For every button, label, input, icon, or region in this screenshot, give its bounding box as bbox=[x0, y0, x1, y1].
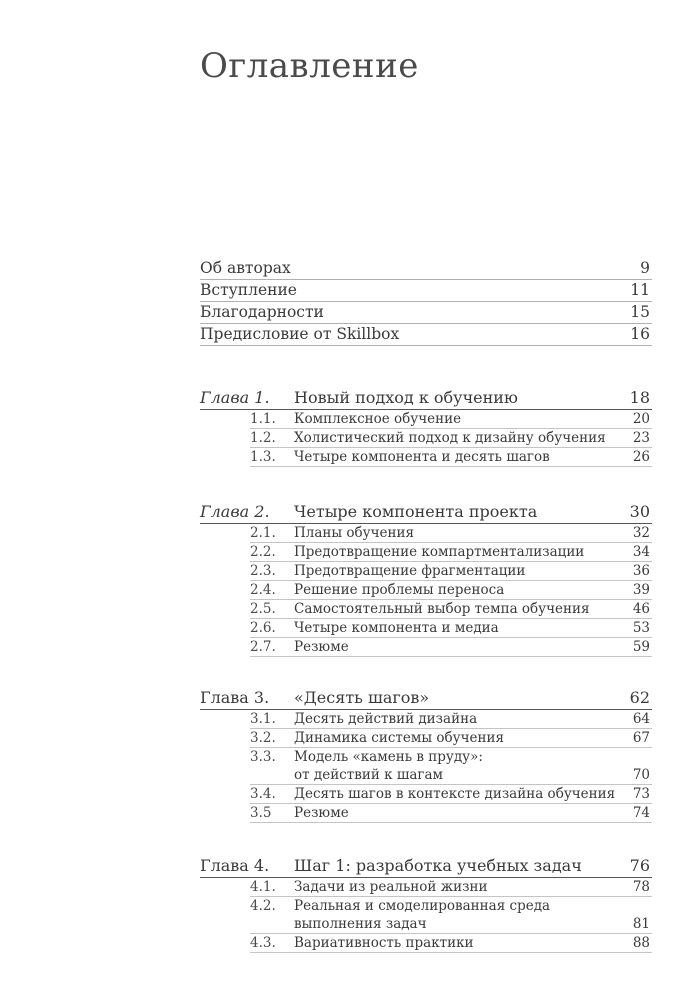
chapter-heading[interactable] bbox=[200, 500, 652, 524]
chapter-title: «Десять шагов» bbox=[294, 688, 430, 707]
chapter-page: 76 bbox=[629, 856, 650, 875]
chapter-4 bbox=[200, 854, 652, 953]
section-entry[interactable] bbox=[250, 748, 652, 785]
section-title: Динамика системы обучения bbox=[294, 730, 505, 746]
section-list bbox=[250, 524, 652, 657]
section-entry[interactable] bbox=[250, 543, 652, 562]
front-matter-list bbox=[200, 258, 652, 346]
section-number: 2.2. bbox=[250, 544, 276, 560]
section-page: 74 bbox=[632, 805, 650, 821]
chapter-heading[interactable] bbox=[200, 386, 652, 410]
section-entry[interactable] bbox=[250, 729, 652, 748]
section-entry[interactable] bbox=[250, 934, 652, 953]
section-entry[interactable] bbox=[250, 448, 652, 467]
toc-entry-page: 11 bbox=[630, 281, 650, 299]
chapter-page: 18 bbox=[629, 388, 650, 407]
section-entry[interactable] bbox=[250, 804, 652, 823]
section-page: 46 bbox=[632, 601, 650, 617]
section-page: 59 bbox=[632, 639, 650, 655]
section-number: 2.7. bbox=[250, 639, 276, 655]
section-title: Десять действий дизайна bbox=[294, 711, 478, 727]
section-title: Четыре компонента и десять шагов bbox=[294, 449, 550, 465]
section-number: 3.4. bbox=[250, 786, 276, 802]
section-page: 39 bbox=[632, 582, 650, 598]
section-number: 2.5. bbox=[250, 601, 276, 617]
chapter-heading[interactable] bbox=[200, 854, 652, 878]
section-number: 3.2. bbox=[250, 730, 276, 746]
section-list bbox=[250, 410, 652, 467]
section-title: Предотвращение фрагментации bbox=[294, 563, 526, 579]
toc-entry-page: 9 bbox=[640, 259, 650, 277]
toc-entry-foreword[interactable] bbox=[200, 324, 652, 346]
toc-entry-authors[interactable] bbox=[200, 258, 652, 280]
toc-entry-introduction[interactable] bbox=[200, 280, 652, 302]
chapter-3 bbox=[200, 686, 652, 823]
section-page: 70 bbox=[632, 767, 650, 783]
section-number: 1.1. bbox=[250, 411, 276, 427]
section-list bbox=[250, 710, 652, 823]
section-number: 3.3. bbox=[250, 749, 276, 765]
section-entry[interactable] bbox=[250, 524, 652, 543]
section-number: 3.5 bbox=[250, 805, 272, 821]
section-entry[interactable] bbox=[250, 897, 652, 934]
section-title-line-1: Реальная и смоделированная среда bbox=[294, 898, 551, 914]
section-page: 78 bbox=[632, 879, 650, 895]
section-title: Решение проблемы переноса bbox=[294, 582, 505, 598]
section-entry[interactable] bbox=[250, 581, 652, 600]
chapter-page: 62 bbox=[629, 688, 650, 707]
toc-entry-page: 16 bbox=[630, 325, 650, 343]
section-title-line-1: Модель «камень в пруду»: bbox=[294, 749, 483, 765]
toc-entry-title: Благодарности bbox=[200, 303, 324, 321]
chapter-title: Новый подход к обучению bbox=[294, 388, 518, 407]
section-title: Четыре компонента и медиа bbox=[294, 620, 499, 636]
section-number: 1.3. bbox=[250, 449, 276, 465]
section-entry[interactable] bbox=[250, 619, 652, 638]
section-number: 4.1. bbox=[250, 879, 276, 895]
section-title: Холистический подход к дизайну обучения bbox=[294, 430, 606, 446]
toc-entry-title: Об авторах bbox=[200, 259, 291, 277]
section-entry[interactable] bbox=[250, 410, 652, 429]
section-entry[interactable] bbox=[250, 562, 652, 581]
section-entry[interactable] bbox=[250, 785, 652, 804]
section-page: 73 bbox=[632, 786, 650, 802]
section-entry[interactable] bbox=[250, 878, 652, 897]
chapter-heading[interactable] bbox=[200, 686, 652, 710]
section-title bbox=[294, 897, 620, 933]
section-entry[interactable] bbox=[250, 638, 652, 657]
section-number: 1.2. bbox=[250, 430, 276, 446]
section-title: Комплексное обучение bbox=[294, 411, 462, 427]
section-entry[interactable] bbox=[250, 600, 652, 619]
section-title: Вариативность практики bbox=[294, 935, 474, 951]
section-title: Предотвращение компартментализации bbox=[294, 544, 585, 560]
section-number: 2.3. bbox=[250, 563, 276, 579]
chapter-label: Глава 2. bbox=[200, 502, 270, 521]
toc-entry-title: Вступление bbox=[200, 281, 297, 299]
section-number: 2.4. bbox=[250, 582, 276, 598]
section-title: Самостоятельный выбор темпа обучения bbox=[294, 601, 590, 617]
chapter-1 bbox=[200, 386, 652, 467]
chapter-2 bbox=[200, 500, 652, 657]
section-title bbox=[294, 748, 620, 784]
section-page: 67 bbox=[632, 730, 650, 746]
section-page: 53 bbox=[632, 620, 650, 636]
section-number: 4.2. bbox=[250, 898, 276, 914]
section-page: 36 bbox=[632, 563, 650, 579]
section-number: 2.1. bbox=[250, 525, 276, 541]
section-entry[interactable] bbox=[250, 710, 652, 729]
section-page: 32 bbox=[632, 525, 650, 541]
section-title: Резюме bbox=[294, 805, 349, 821]
section-page: 26 bbox=[632, 449, 650, 465]
section-page: 34 bbox=[632, 544, 650, 560]
section-title: Резюме bbox=[294, 639, 349, 655]
section-entry[interactable] bbox=[250, 429, 652, 448]
section-number: 3.1. bbox=[250, 711, 276, 727]
section-page: 20 bbox=[632, 411, 650, 427]
toc-entry-title: Предисловие от Skillbox bbox=[200, 325, 400, 343]
section-title: Десять шагов в контексте дизайна обучения bbox=[294, 786, 616, 802]
section-number: 4.3. bbox=[250, 935, 276, 951]
chapter-page: 30 bbox=[629, 502, 650, 521]
chapter-label: Глава 1. bbox=[200, 388, 270, 407]
section-number: 2.6. bbox=[250, 620, 276, 636]
section-title-line-2: от действий к шагам bbox=[294, 767, 444, 783]
section-page: 88 bbox=[632, 935, 650, 951]
section-title: Задачи из реальной жизни bbox=[294, 879, 488, 895]
section-page: 81 bbox=[632, 916, 650, 932]
chapter-title: Четыре компонента проекта bbox=[294, 502, 538, 521]
page-title: Оглавление bbox=[200, 46, 419, 86]
toc-entry-acknowledgements[interactable] bbox=[200, 302, 652, 324]
toc-entry-page: 15 bbox=[630, 303, 650, 321]
section-title-line-2: выполнения задач bbox=[294, 916, 427, 932]
section-page: 23 bbox=[632, 430, 650, 446]
chapter-label: Глава 4. bbox=[200, 856, 270, 875]
chapter-label: Глава 3. bbox=[200, 688, 270, 707]
chapter-title: Шаг 1: разработка учебных задач bbox=[294, 856, 582, 875]
section-title: Планы обучения bbox=[294, 525, 415, 541]
section-list bbox=[250, 878, 652, 953]
section-page: 64 bbox=[632, 711, 650, 727]
